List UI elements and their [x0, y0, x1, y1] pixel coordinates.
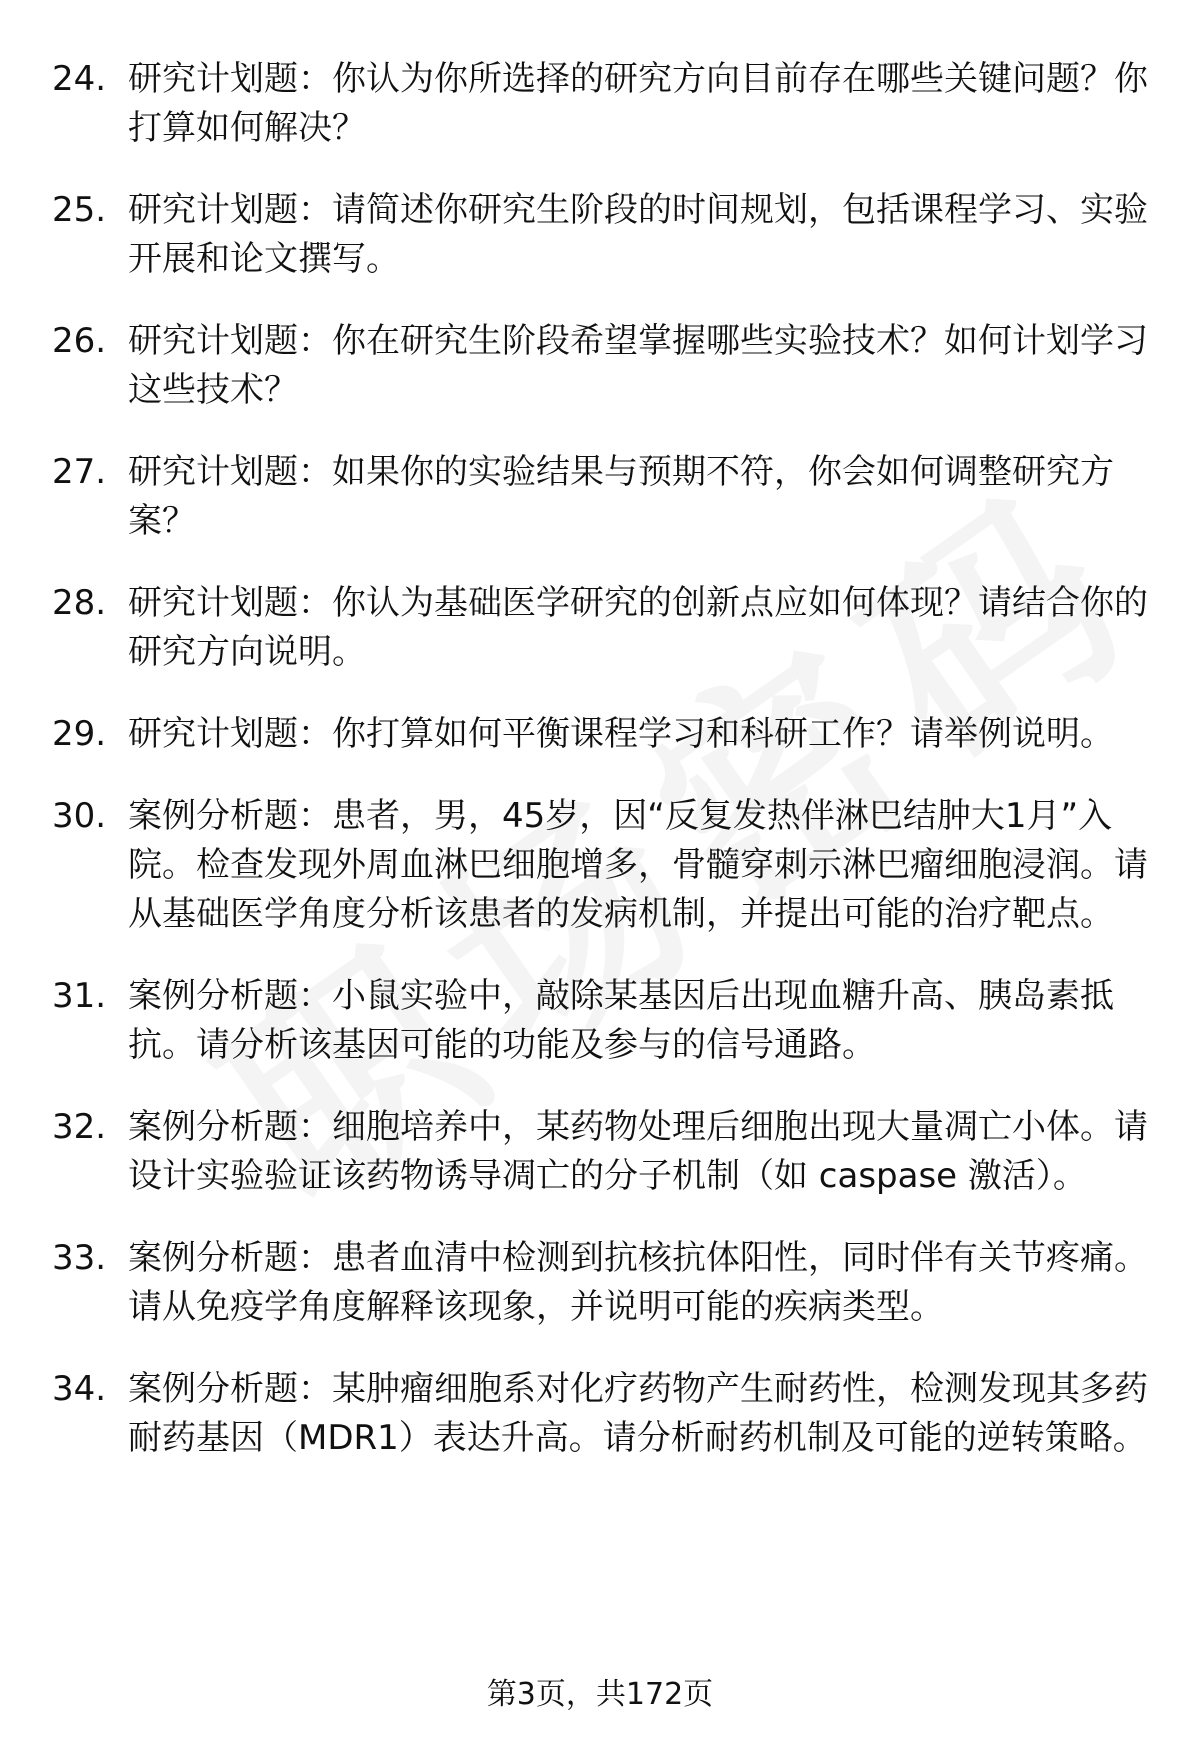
question-number: 31. [52, 976, 107, 1016]
question-item [52, 1234, 1152, 1332]
question-text: 研究计划题：你打算如何平衡课程学习和科研工作？请举例说明。 [128, 714, 1114, 754]
question-text: 研究计划题：你认为你所选择的研究方向目前存在哪些关键问题？你打算如何解决？ [128, 59, 1148, 148]
question-number: 25. [52, 190, 107, 230]
question-list [52, 55, 1152, 1496]
question-item [52, 186, 1152, 284]
question-text: 案例分析题：某肿瘤细胞系对化疗药物产生耐药性，检测发现其多药耐药基因（MDR1）表达升高。请分析耐药机制及可能的逆转策略。 [128, 1369, 1148, 1458]
question-number: 29. [52, 714, 107, 754]
question-number: 24. [52, 59, 107, 99]
question-item [52, 972, 1152, 1070]
question-number: 33. [52, 1238, 107, 1278]
question-text: 案例分析题：细胞培养中，某药物处理后细胞出现大量凋亡小体。请设计实验验证该药物诱导凋亡的分子机制（如 caspase 激活）。 [128, 1107, 1148, 1196]
question-text: 案例分析题：小鼠实验中，敲除某基因后出现血糖升高、胰岛素抵抗。请分析该基因可能的功能及参与的信号通路。 [128, 976, 1114, 1065]
question-text: 研究计划题：请简述你研究生阶段的时间规划，包括课程学习、实验开展和论文撰写。 [128, 190, 1148, 279]
question-number: 27. [52, 452, 107, 492]
question-text: 研究计划题：你在研究生阶段希望掌握哪些实验技术？如何计划学习这些技术？ [128, 321, 1148, 410]
question-number: 34. [52, 1369, 107, 1409]
question-text: 案例分析题：患者，男，45岁，因“反复发热伴淋巴结肿大1月”入院。检查发现外周血淋巴细胞增多，骨髓穿刺示淋巴瘤细胞浸润。请从基础医学角度分析该患者的发病机制，并提出可能的治疗靶点。 [128, 796, 1148, 934]
question-text: 研究计划题：如果你的实验结果与预期不符，你会如何调整研究方案？ [128, 452, 1114, 541]
question-text: 案例分析题：患者血清中检测到抗核抗体阳性，同时伴有关节疼痛。请从免疫学角度解释该现象，并说明可能的疾病类型。 [128, 1238, 1148, 1327]
question-item [52, 792, 1152, 939]
question-item [52, 710, 1152, 759]
question-number: 30. [52, 796, 107, 836]
question-item [52, 55, 1152, 153]
question-item [52, 448, 1152, 546]
question-number: 28. [52, 583, 107, 623]
question-item [52, 1103, 1152, 1201]
question-item [52, 317, 1152, 415]
page-footer: 第3页，共172页 [486, 1677, 714, 1712]
question-number: 26. [52, 321, 107, 361]
question-text: 研究计划题：你认为基础医学研究的创新点应如何体现？请结合你的研究方向说明。 [128, 583, 1148, 672]
question-number: 32. [52, 1107, 107, 1147]
question-item [52, 579, 1152, 677]
question-item [52, 1365, 1152, 1463]
